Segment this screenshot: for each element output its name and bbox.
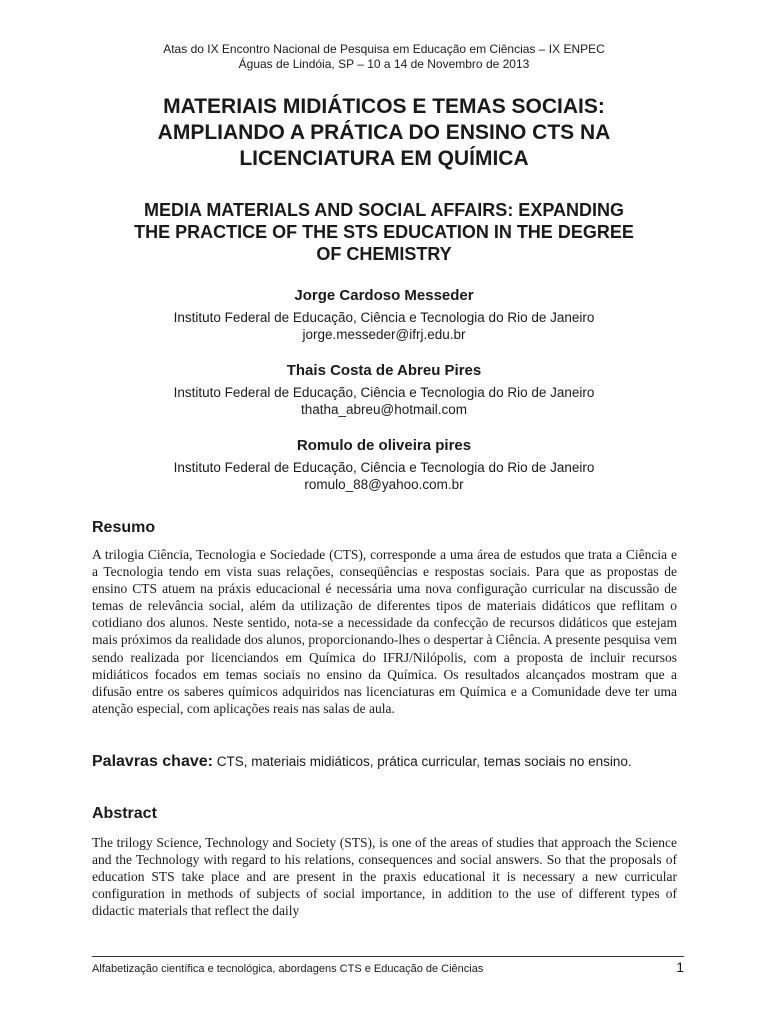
- conference-header: [0, 42, 768, 72]
- author-block-2: [0, 362, 768, 418]
- keywords-label: Palavras chave:: [92, 753, 213, 770]
- abstract-text: The trilogy Science, Technology and Society (STS), is one of the areas of studies that approach the Science and the Technology with regard to his relations, consequences and social answers. So that the proposals of education STS take place and are present in the praxis educational it is necessary a new curricular configuration in methods of subjects of social importance, in addition to the use of different types of didactic materials that reflect the daily: [92, 835, 677, 919]
- title-en-line-2: THE PRACTICE OF THE STS EDUCATION IN THE DEGREE: [134, 222, 634, 242]
- title-pt-line-1: MATERIAIS MIDIÁTICOS E TEMAS SOCIAIS:: [163, 95, 605, 118]
- title-en-line-1: MEDIA MATERIALS AND SOCIAL AFFAIRS: EXPANDING: [143, 200, 624, 220]
- author-block-1: [0, 287, 768, 343]
- author-email: jorge.messeder@ifrj.edu.br: [302, 327, 466, 342]
- author-email: romulo_88@yahoo.com.br: [304, 477, 464, 492]
- author-name: Jorge Cardoso Messeder: [294, 287, 474, 304]
- resumo-heading: Resumo: [92, 519, 156, 536]
- header-line-1: Atas do IX Encontro Nacional de Pesquisa em Educação em Ciências – IX ENPEC: [163, 42, 605, 56]
- author-block-3: [0, 437, 768, 493]
- footer-text: Alfabetização científica e tecnológica, abordagens CTS e Educação de Ciências: [92, 963, 484, 975]
- abstract-heading: Abstract: [92, 805, 157, 822]
- page-number: 1: [676, 959, 684, 975]
- author-name: Thais Costa de Abreu Pires: [286, 362, 482, 379]
- author-affiliation: Instituto Federal de Educação, Ciência e Tecnologia do Rio de Janeiro: [173, 385, 595, 400]
- author-email: thatha_abreu@hotmail.com: [300, 402, 468, 417]
- author-affiliation: Instituto Federal de Educação, Ciência e Tecnologia do Rio de Janeiro: [173, 310, 595, 325]
- author-name: Romulo de oliveira pires: [296, 437, 472, 454]
- keywords: [92, 752, 677, 771]
- title-english: [70, 199, 698, 265]
- author-affiliation: Instituto Federal de Educação, Ciência e Tecnologia do Rio de Janeiro: [173, 460, 595, 475]
- title-portuguese: [70, 94, 698, 172]
- title-en-line-3: OF CHEMISTRY: [316, 244, 452, 264]
- header-line-2: Águas de Lindóia, SP – 10 a 14 de Novembro de 2013: [238, 57, 530, 71]
- title-pt-line-2: AMPLIANDO A PRÁTICA DO ENSINO CTS NA: [157, 121, 611, 144]
- resumo-text: A trilogia Ciência, Tecnologia e Sociedade (CTS), corresponde a uma área de estudos que trata a Ciência e a Tecnologia tendo em vista suas relações, conseqüências e respostas sociais. Para que as propostas de ensino CTS atuem na práxis educacional é necessária uma nova configuração curricular na discussão de temas de relevância social, além da utilização de diferentes tipos de materiais didáticos que reflitam o cotidiano dos alunos. Neste sentido, nota-se a necessidade da confecção de recursos didáticos que estejam mais próximos da realidade dos alunos, proporcionando-lhes o despertar à Ciência. A presente pesquisa vem sendo realizada por licenciandos em Química do IFRJ/Nilópolis, com a proposta de incluir recursos midiáticos focados em temas sociais no ensino da Química. Os resultados alcançados mostram que a difusão entre os saberes químicos adquiridos nas licenciaturas em Química e a Comunidade deve ter uma atenção especial, com aplicações reais nas salas de aula.: [92, 547, 677, 716]
- footer-divider: [92, 956, 684, 957]
- title-pt-line-3: LICENCIATURA EM QUÍMICA: [239, 147, 529, 170]
- keywords-text: CTS, materiais midiáticos, prática curricular, temas sociais no ensino.: [212, 754, 632, 769]
